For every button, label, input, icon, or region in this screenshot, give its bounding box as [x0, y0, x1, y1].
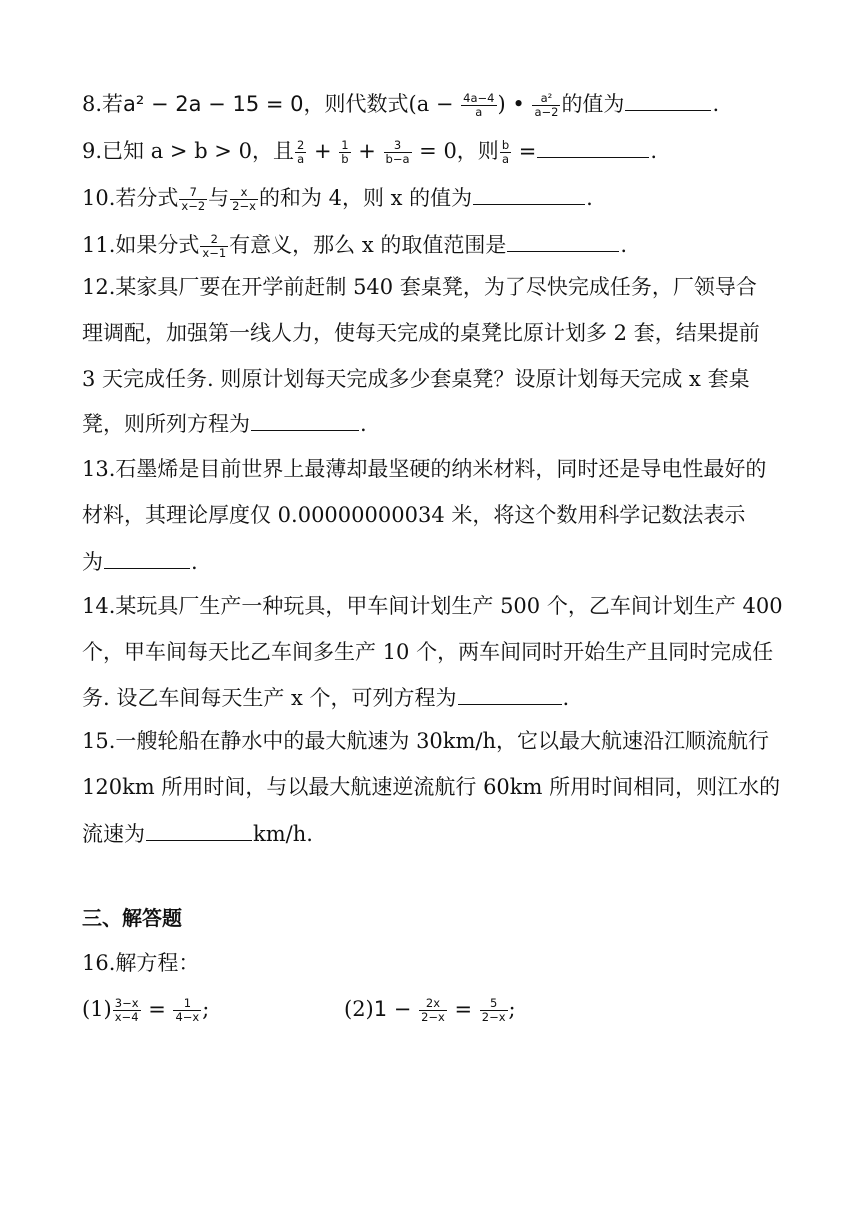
q8-fraction-1: [461, 92, 496, 119]
q16-p2-equals: =: [447, 997, 479, 1021]
q11-f1-numerator: 2: [200, 233, 228, 247]
q16-p1-equals: =: [141, 997, 173, 1021]
q16-p2-f1-numerator: 2x: [419, 997, 447, 1011]
q9-f2-denominator: b: [341, 152, 349, 166]
q9-f4-denominator: a: [501, 152, 509, 166]
q16-p1-fraction-1: [113, 997, 141, 1024]
q16-p2-text: 1 −: [373, 997, 419, 1021]
q8-text-3: ) •: [497, 92, 532, 116]
q9-fraction-4: [500, 139, 511, 166]
q16-title: 16.解方程：: [82, 951, 200, 975]
q12-end: .: [360, 412, 367, 436]
question-10: [82, 182, 593, 213]
q11-text-1: 如果分式: [115, 233, 200, 257]
q8-end: .: [712, 92, 720, 116]
q10-end: .: [586, 186, 593, 210]
q13-line-1: 13.石墨烯是目前世界上最薄却最坚硬的纳米材料，同时还是导电性最好的: [82, 457, 767, 481]
q9-end: .: [650, 139, 658, 163]
q16-p2-fraction-2: [480, 997, 508, 1024]
q9-f3-numerator: 3: [384, 139, 412, 153]
q13-answer-blank[interactable]: [104, 546, 190, 569]
q9-f2-numerator: 1: [341, 138, 349, 152]
q8-f2-numerator: a²: [532, 92, 560, 106]
question-9: [82, 135, 657, 166]
section-heading: 三、解答题: [82, 906, 182, 930]
q9-number: 9.: [82, 139, 103, 163]
q10-answer-blank[interactable]: [473, 182, 585, 205]
q10-text-2: 与: [208, 186, 230, 210]
q11-text-2: 有意义，那么 x 的取值范围是: [229, 233, 507, 257]
q13-line-2: 材料，其理论厚度仅 0.00000000034 米，将这个数用科学记数法表示: [82, 503, 746, 527]
q10-text-3: 的和为 4，则 x 的值为: [258, 186, 473, 210]
q8-f2-denominator: a−2: [534, 105, 559, 119]
q16-p1-f1-denominator: x−4: [114, 1010, 139, 1024]
q16-p1-f1-numerator: 3−x: [114, 996, 139, 1010]
q9-plus-2: +: [351, 139, 383, 163]
q14-answer-blank[interactable]: [458, 682, 562, 705]
q16-part-1: [82, 994, 209, 1024]
q8-text-2: ，则代数式(a −: [303, 92, 461, 116]
q9-fraction-1: [295, 139, 306, 166]
question-11: [82, 229, 627, 260]
q16-p2-label: (2): [344, 997, 374, 1021]
q8-number: 8.: [82, 92, 103, 116]
q12-line-1: 12.某家具厂要在开学前赶制 540 套桌凳，为了尽快完成任务，厂领导合: [82, 275, 757, 299]
q16-p1-f2-denominator: 4−x: [175, 1010, 200, 1024]
q11-end: .: [620, 233, 628, 257]
q11-f1-denominator: x−1: [202, 246, 227, 260]
q9-text-2: = 0，则: [412, 139, 499, 163]
q9-f1-numerator: 2: [296, 138, 305, 152]
q15-line-1: 15.一艘轮船在静水中的最大航速为 30km/h，它以最大航速沿江顺流航行: [82, 729, 770, 753]
q14-end: .: [562, 686, 570, 710]
q9-f4-numerator: b: [501, 138, 510, 152]
q11-answer-blank[interactable]: [507, 229, 619, 252]
q15-text: 流速为: [82, 822, 145, 846]
q10-fraction-2: [230, 186, 258, 213]
q12-answer-blank[interactable]: [251, 408, 359, 431]
q9-plus-1: +: [307, 139, 339, 163]
q14-line-2: 个，甲车间每天比乙车间多生产 10 个，两车间同时开始生产且同时完成任: [82, 640, 774, 664]
q16-p2-fraction-1: [419, 997, 447, 1024]
q10-number: 10.: [82, 186, 116, 210]
q12-line-4: [82, 408, 367, 439]
q16-part-2: [344, 994, 516, 1024]
q10-f1-numerator: 7: [179, 186, 207, 200]
q11-fraction-1: [200, 233, 228, 260]
q16-p1-fraction-2: [173, 997, 201, 1024]
q11-number: 11.: [82, 233, 116, 257]
q13-line-3: [82, 546, 198, 577]
q16-p2-f2-numerator: 5: [480, 997, 508, 1011]
q9-answer-blank[interactable]: [537, 135, 649, 158]
q10-fraction-1: [179, 186, 207, 213]
q12-line-3: 3 天完成任务. 则原计划每天完成多少套桌凳？设原计划每天完成 x 套桌: [82, 367, 750, 391]
q15-answer-blank[interactable]: [146, 818, 252, 841]
q10-text-1: 若分式: [115, 186, 179, 210]
q15-line-2: 120km 所用时间，与以最大航速逆流航行 60km 所用时间相同，则江水的: [82, 775, 781, 799]
q9-text-3: =: [512, 139, 537, 163]
q16-p1-f2-numerator: 1: [173, 997, 201, 1011]
q16-p2-f2-denominator: 2−x: [481, 1010, 506, 1024]
q16-p1-end: ;: [202, 997, 210, 1021]
q12-text: 凳，则所列方程为: [82, 412, 250, 436]
q16-p1-label: (1): [82, 997, 112, 1021]
q9-fraction-3: [384, 139, 412, 166]
question-8: [82, 88, 719, 119]
q14-line-3: [82, 682, 569, 713]
q9-f1-denominator: a: [297, 152, 305, 166]
q13-text: 为: [82, 550, 103, 574]
q16-p2-end: ;: [508, 997, 516, 1021]
q15-line-3: [82, 818, 313, 849]
q8-equation: a² − 2a − 15 = 0: [123, 92, 304, 116]
q10-f1-denominator: x−2: [181, 199, 206, 213]
q14-line-1: 14.某玩具厂生产一种玩具，甲车间计划生产 500 个，乙车间计划生产 400: [82, 594, 783, 618]
q14-text: 务. 设乙车间每天生产 x 个，可列方程为: [82, 686, 457, 710]
q9-f3-denominator: b−a: [385, 152, 410, 166]
q12-line-2: 理调配，加强第一线人力，使每天完成的桌凳比原计划多 2 套，结果提前: [82, 321, 760, 345]
q8-fraction-2: [532, 92, 560, 119]
q15-end: km/h.: [253, 822, 313, 846]
q8-text-1: 若: [102, 92, 124, 116]
q13-end: .: [191, 550, 198, 574]
q8-f1-numerator: 4a−4: [463, 91, 495, 105]
q9-fraction-2: [339, 139, 350, 166]
q10-f2-numerator: x: [230, 186, 258, 200]
q10-f2-denominator: 2−x: [232, 199, 256, 213]
q8-answer-blank[interactable]: [625, 88, 711, 111]
q9-text-1: 已知 a > b > 0，且: [102, 139, 294, 163]
q16-p2-f1-denominator: 2−x: [421, 1010, 445, 1024]
q8-text-4: 的值为: [561, 92, 625, 116]
q8-f1-denominator: a: [475, 105, 483, 119]
